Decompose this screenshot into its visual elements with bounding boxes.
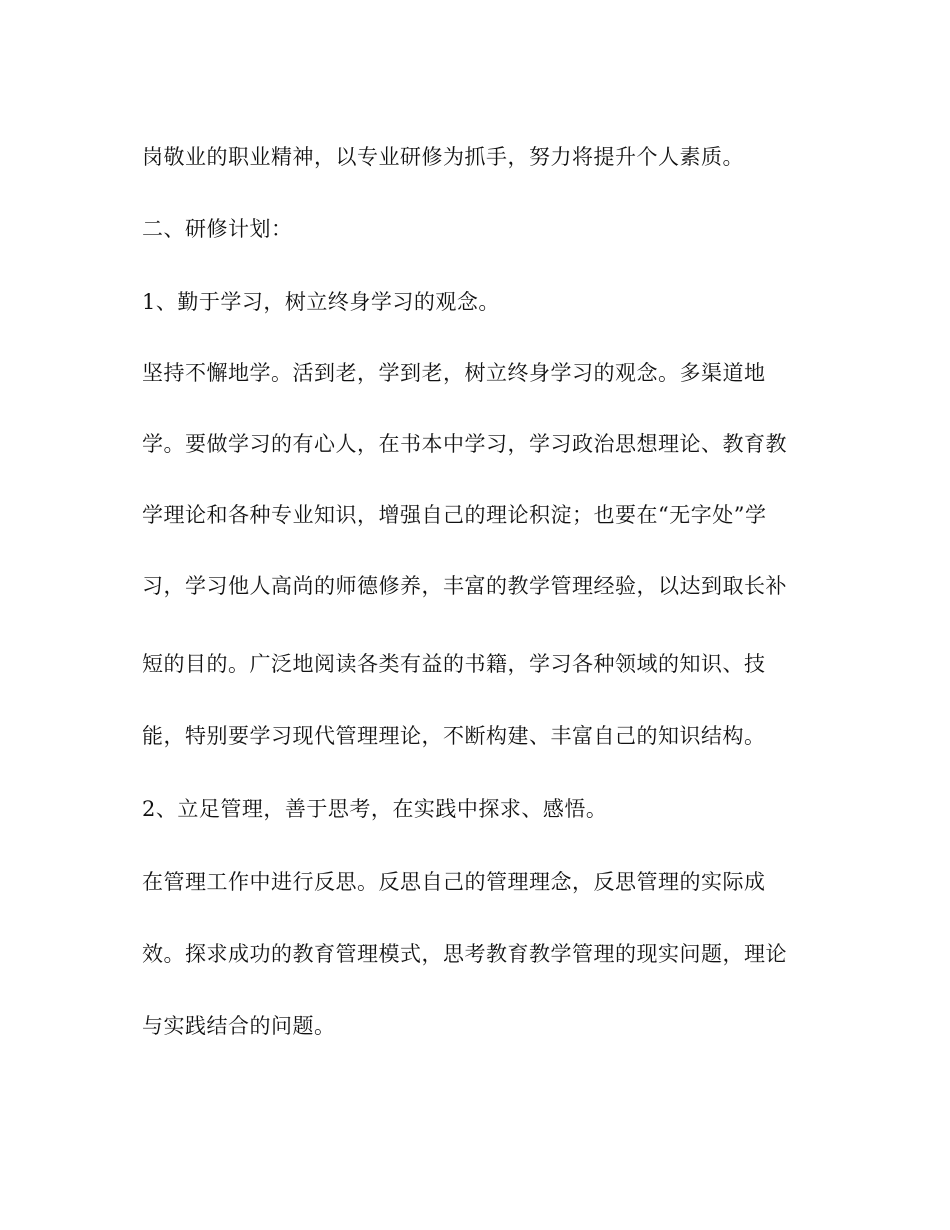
body-text-line: 习，学习他人高尚的师德修养，丰富的教学管理经验，以达到取长补 xyxy=(142,574,787,598)
body-text-line: 学理论和各种专业知识，增强自己的理论积淀；也要在“无字处”学 xyxy=(142,503,767,527)
subheading-management-practice: 2、立足管理，善于思考，在实践中探求、感悟。 xyxy=(142,797,608,821)
body-text-line: 学。要做学习的有心人，在书本中学习，学习政治思想理论、教育教 xyxy=(142,432,787,456)
body-text-line: 短的目的。广泛地阅读各类有益的书籍，学习各种领域的知识、技 xyxy=(142,652,766,676)
body-text-line: 能，特别要学习现代管理理论，不断构建、丰富自己的知识结构。 xyxy=(142,724,766,748)
body-text-line: 与实践结合的问题。 xyxy=(142,1014,336,1038)
subheading-lifelong-learning: 1、勤于学习，树立终身学习的观念。 xyxy=(142,290,500,314)
body-text-line: 在管理工作中进行反思。反思自己的管理理念，反思管理的实际成 xyxy=(142,870,766,894)
paragraph-continuation-line: 岗敬业的职业精神，以专业研修为抓手，努力将提升个人素质。 xyxy=(142,145,744,169)
body-text-line: 坚持不懈地学。活到老，学到老，树立终身学习的观念。多渠道地 xyxy=(142,361,766,385)
body-text-line: 效。探求成功的教育管理模式，思考教育教学管理的现实问题，理论 xyxy=(142,942,787,966)
section-heading-study-plan: 二、研修计划： xyxy=(142,217,293,241)
